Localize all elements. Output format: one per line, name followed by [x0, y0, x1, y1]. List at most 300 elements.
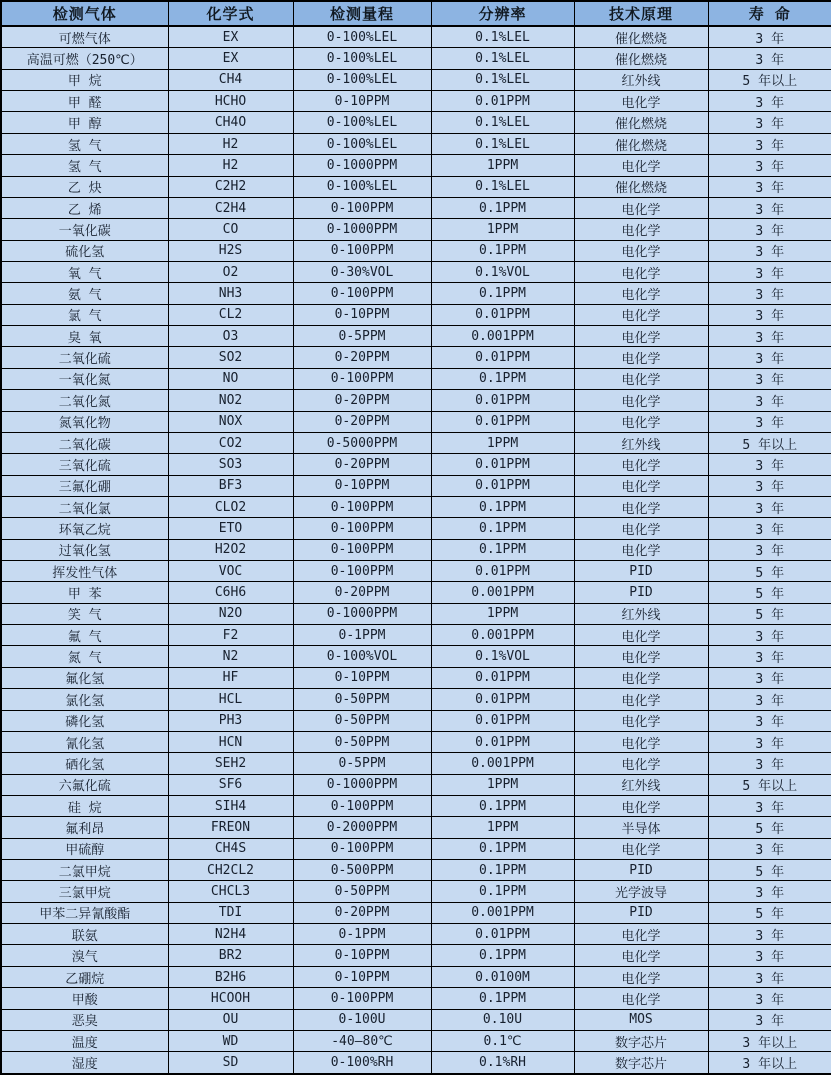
table-cell: 环氧乙烷	[1, 518, 168, 539]
table-row	[1, 561, 831, 582]
table-cell: 3 年	[708, 261, 831, 282]
table-cell: 二氯甲烷	[1, 860, 168, 881]
table-cell: 电化学	[574, 518, 708, 539]
table-row	[1, 283, 831, 304]
table-cell: 0.01PPM	[431, 924, 574, 945]
table-cell: HCL	[168, 689, 293, 710]
table-row	[1, 795, 831, 816]
table-cell: 0.01PPM	[431, 454, 574, 475]
table-cell: 电化学	[574, 91, 708, 112]
table-cell: SD	[168, 1052, 293, 1074]
table-cell: 0-100PPM	[293, 518, 431, 539]
table-cell: 3 年	[708, 219, 831, 240]
table-row	[1, 69, 831, 90]
table-cell: HCHO	[168, 91, 293, 112]
table-cell: PID	[574, 902, 708, 923]
table-cell: 0-20PPM	[293, 454, 431, 475]
table-cell: 过氧化氢	[1, 539, 168, 560]
table-cell: 硒化氢	[1, 753, 168, 774]
table-cell: 3 年	[708, 411, 831, 432]
table-cell: 3 年	[708, 539, 831, 560]
table-cell: 3 年	[708, 155, 831, 176]
table-cell: 臭 氧	[1, 326, 168, 347]
table-cell: 0-10PPM	[293, 667, 431, 688]
column-header: 技术原理	[574, 1, 708, 26]
column-header: 检测气体	[1, 1, 168, 26]
table-row	[1, 625, 831, 646]
table-cell: 0.1PPM	[431, 860, 574, 881]
table-cell: 电化学	[574, 390, 708, 411]
table-row	[1, 945, 831, 966]
table-cell: 0-1PPM	[293, 924, 431, 945]
table-cell: 0.01PPM	[431, 390, 574, 411]
table-cell: 0.01PPM	[431, 304, 574, 325]
table-cell: 3 年	[708, 26, 831, 48]
table-cell: 电化学	[574, 283, 708, 304]
table-cell: 0-20PPM	[293, 411, 431, 432]
table-cell: CO2	[168, 432, 293, 453]
table-cell: 0-5PPM	[293, 326, 431, 347]
table-cell: 3 年	[708, 390, 831, 411]
table-cell: EX	[168, 26, 293, 48]
table-cell: 0.01PPM	[431, 411, 574, 432]
table-cell: BR2	[168, 945, 293, 966]
table-cell: CH4S	[168, 838, 293, 859]
table-row	[1, 219, 831, 240]
table-cell: 0.01PPM	[431, 347, 574, 368]
table-cell: O3	[168, 326, 293, 347]
column-header: 化学式	[168, 1, 293, 26]
table-cell: 3 年以上	[708, 1030, 831, 1051]
table-cell: 二氧化氮	[1, 390, 168, 411]
table-cell: 电化学	[574, 240, 708, 261]
table-cell: 0.001PPM	[431, 902, 574, 923]
table-cell: NOX	[168, 411, 293, 432]
table-cell: 0-1PPM	[293, 625, 431, 646]
table-cell: 0.1PPM	[431, 240, 574, 261]
table-cell: 0-100%LEL	[293, 112, 431, 133]
table-cell: 乙 烯	[1, 197, 168, 218]
table-cell: 0-500PPM	[293, 860, 431, 881]
table-cell: 3 年	[708, 689, 831, 710]
table-cell: 电化学	[574, 475, 708, 496]
table-cell: 电化学	[574, 731, 708, 752]
table-cell: 3 年	[708, 48, 831, 69]
table-row	[1, 240, 831, 261]
table-cell: 红外线	[574, 432, 708, 453]
table-cell: 0-5PPM	[293, 753, 431, 774]
table-cell: 0.01PPM	[431, 710, 574, 731]
table-cell: 氮氧化物	[1, 411, 168, 432]
table-cell: 氨 气	[1, 283, 168, 304]
table-cell: 甲 醇	[1, 112, 168, 133]
table-row	[1, 774, 831, 795]
table-cell: 红外线	[574, 69, 708, 90]
table-cell: 3 年	[708, 1009, 831, 1030]
table-cell: 0.1PPM	[431, 368, 574, 389]
table-cell: NH3	[168, 283, 293, 304]
table-row	[1, 347, 831, 368]
table-cell: 3 年	[708, 496, 831, 517]
table-cell: 3 年	[708, 368, 831, 389]
table-cell: ETO	[168, 518, 293, 539]
table-cell: 氟化氢	[1, 667, 168, 688]
table-cell: N2O	[168, 603, 293, 624]
table-cell: 电化学	[574, 966, 708, 987]
table-cell: 电化学	[574, 155, 708, 176]
table-cell: SO3	[168, 454, 293, 475]
table-cell: 0-100PPM	[293, 539, 431, 560]
table-cell: 电化学	[574, 838, 708, 859]
table-cell: 可燃气体	[1, 26, 168, 48]
table-cell: 电化学	[574, 539, 708, 560]
table-cell: 0-100U	[293, 1009, 431, 1030]
table-cell: 半导体	[574, 817, 708, 838]
table-cell: 温度	[1, 1030, 168, 1051]
table-cell: 5 年以上	[708, 432, 831, 453]
table-cell: 湿度	[1, 1052, 168, 1074]
table-row	[1, 838, 831, 859]
table-cell: 3 年	[708, 667, 831, 688]
table-cell: 3 年	[708, 240, 831, 261]
table-cell: 3 年	[708, 753, 831, 774]
table-cell: 1PPM	[431, 219, 574, 240]
table-cell: 3 年	[708, 710, 831, 731]
table-cell: SEH2	[168, 753, 293, 774]
table-cell: 挥发性气体	[1, 561, 168, 582]
table-cell: 氮 气	[1, 646, 168, 667]
table-cell: 0-100PPM	[293, 795, 431, 816]
table-cell: 甲苯二异氰酸酯	[1, 902, 168, 923]
table-cell: 0-20PPM	[293, 347, 431, 368]
table-cell: CLO2	[168, 496, 293, 517]
table-cell: 3 年	[708, 176, 831, 197]
table-cell: 0.1PPM	[431, 496, 574, 517]
table-row	[1, 26, 831, 48]
table-cell: 氟利昂	[1, 817, 168, 838]
table-cell: 5 年	[708, 561, 831, 582]
table-cell: 电化学	[574, 197, 708, 218]
table-cell: 二氧化硫	[1, 347, 168, 368]
table-cell: 3 年	[708, 988, 831, 1009]
table-cell: 0.01PPM	[431, 91, 574, 112]
table-cell: 3 年	[708, 112, 831, 133]
table-cell: 0.1%VOL	[431, 646, 574, 667]
table-cell: 甲酸	[1, 988, 168, 1009]
table-cell: 0-100%LEL	[293, 26, 431, 48]
table-cell: 5 年	[708, 582, 831, 603]
table-cell: 0.1PPM	[431, 283, 574, 304]
table-cell: 0.1%RH	[431, 1052, 574, 1074]
table-cell: 0.001PPM	[431, 753, 574, 774]
table-cell: 0-50PPM	[293, 689, 431, 710]
table-cell: 1PPM	[431, 817, 574, 838]
table-cell: 0-5000PPM	[293, 432, 431, 453]
table-cell: 溴气	[1, 945, 168, 966]
table-cell: C6H6	[168, 582, 293, 603]
table-cell: 一氧化碳	[1, 219, 168, 240]
table-row	[1, 1009, 831, 1030]
table-cell: 催化燃烧	[574, 133, 708, 154]
table-cell: 0-20PPM	[293, 390, 431, 411]
table-row	[1, 710, 831, 731]
table-cell: 5 年	[708, 817, 831, 838]
table-cell: 5 年以上	[708, 774, 831, 795]
table-cell: 恶臭	[1, 1009, 168, 1030]
table-cell: 0.1%VOL	[431, 261, 574, 282]
table-row	[1, 304, 831, 325]
table-cell: N2	[168, 646, 293, 667]
table-cell: 3 年	[708, 304, 831, 325]
column-header: 寿 命	[708, 1, 831, 26]
column-header: 检测量程	[293, 1, 431, 26]
table-cell: O2	[168, 261, 293, 282]
table-cell: 电化学	[574, 646, 708, 667]
table-cell: 氢 气	[1, 133, 168, 154]
table-cell: 电化学	[574, 261, 708, 282]
table-cell: 3 年	[708, 881, 831, 902]
table-cell: 0-10PPM	[293, 966, 431, 987]
table-row	[1, 133, 831, 154]
table-cell: NO2	[168, 390, 293, 411]
table-cell: 5 年	[708, 603, 831, 624]
table-cell: 电化学	[574, 667, 708, 688]
table-row	[1, 91, 831, 112]
table-cell: CO	[168, 219, 293, 240]
table-cell: 0.1PPM	[431, 518, 574, 539]
table-cell: 催化燃烧	[574, 176, 708, 197]
table-cell: SO2	[168, 347, 293, 368]
table-cell: 1PPM	[431, 155, 574, 176]
table-row	[1, 881, 831, 902]
table-cell: 0.1PPM	[431, 988, 574, 1009]
table-cell: 0.01PPM	[431, 561, 574, 582]
table-cell: 电化学	[574, 496, 708, 517]
table-cell: 0.01PPM	[431, 667, 574, 688]
table-row	[1, 176, 831, 197]
table-row	[1, 368, 831, 389]
table-cell: 二氧化碳	[1, 432, 168, 453]
table-row	[1, 539, 831, 560]
table-cell: 氟 气	[1, 625, 168, 646]
table-cell: 0-20PPM	[293, 582, 431, 603]
table-cell: CH4	[168, 69, 293, 90]
table-cell: 0-50PPM	[293, 710, 431, 731]
table-cell: 0-20PPM	[293, 902, 431, 923]
table-cell: 氢 气	[1, 155, 168, 176]
table-cell: 0.10U	[431, 1009, 574, 1030]
table-cell: 0.01PPM	[431, 731, 574, 752]
table-cell: 甲 烷	[1, 69, 168, 90]
table-cell: 电化学	[574, 454, 708, 475]
table-cell: 三氯甲烷	[1, 881, 168, 902]
table-cell: 0-100%RH	[293, 1052, 431, 1074]
table-cell: B2H6	[168, 966, 293, 987]
table-cell: 电化学	[574, 795, 708, 816]
table-cell: 0.001PPM	[431, 326, 574, 347]
table-cell: 0.01PPM	[431, 689, 574, 710]
table-cell: 3 年	[708, 966, 831, 987]
table-row	[1, 48, 831, 69]
table-cell: BF3	[168, 475, 293, 496]
table-cell: 磷化氢	[1, 710, 168, 731]
table-row	[1, 860, 831, 881]
table-cell: PID	[574, 860, 708, 881]
table-cell: 乙 炔	[1, 176, 168, 197]
table-cell: 3 年	[708, 197, 831, 218]
table-cell: HCN	[168, 731, 293, 752]
table-cell: 三氟化硼	[1, 475, 168, 496]
table-cell: 0-10PPM	[293, 91, 431, 112]
table-cell: 硅 烷	[1, 795, 168, 816]
table-cell: 一氧化氮	[1, 368, 168, 389]
table-cell: 0-1000PPM	[293, 219, 431, 240]
table-row	[1, 966, 831, 987]
table-row	[1, 197, 831, 218]
table-cell: MOS	[574, 1009, 708, 1030]
table-cell: 0-100PPM	[293, 561, 431, 582]
table-cell: 电化学	[574, 945, 708, 966]
table-cell: 3 年	[708, 731, 831, 752]
table-row	[1, 988, 831, 1009]
table-cell: N2H4	[168, 924, 293, 945]
table-cell: 氧 气	[1, 261, 168, 282]
table-cell: PID	[574, 561, 708, 582]
table-cell: 0-100PPM	[293, 838, 431, 859]
table-cell: 3 年	[708, 283, 831, 304]
table-cell: 0.1PPM	[431, 197, 574, 218]
table-cell: 3 年	[708, 326, 831, 347]
table-cell: HCOOH	[168, 988, 293, 1009]
column-header: 分辨率	[431, 1, 574, 26]
table-cell: 电化学	[574, 753, 708, 774]
table-cell: 0-1000PPM	[293, 603, 431, 624]
table-cell: 0.1PPM	[431, 838, 574, 859]
table-cell: 0-2000PPM	[293, 817, 431, 838]
table-cell: 0-100%LEL	[293, 133, 431, 154]
table-cell: 红外线	[574, 603, 708, 624]
table-cell: FREON	[168, 817, 293, 838]
table-cell: 0.001PPM	[431, 625, 574, 646]
table-cell: 0-100%VOL	[293, 646, 431, 667]
table-row	[1, 924, 831, 945]
table-cell: 甲硫醇	[1, 838, 168, 859]
table-cell: F2	[168, 625, 293, 646]
table-cell: 0-1000PPM	[293, 155, 431, 176]
table-cell: 电化学	[574, 988, 708, 1009]
table-cell: 二氧化氯	[1, 496, 168, 517]
table-cell: 0-50PPM	[293, 731, 431, 752]
table-cell: TDI	[168, 902, 293, 923]
table-cell: 0-100%LEL	[293, 69, 431, 90]
table-cell: CH4O	[168, 112, 293, 133]
table-row	[1, 731, 831, 752]
table-row	[1, 689, 831, 710]
table-cell: 光学波导	[574, 881, 708, 902]
table-cell: 0-100PPM	[293, 496, 431, 517]
table-cell: 电化学	[574, 219, 708, 240]
table-cell: C2H4	[168, 197, 293, 218]
table-cell: 0-30%VOL	[293, 261, 431, 282]
table-cell: 1PPM	[431, 603, 574, 624]
table-cell: 电化学	[574, 689, 708, 710]
table-cell: SIH4	[168, 795, 293, 816]
table-cell: 3 年	[708, 838, 831, 859]
table-cell: 0-10PPM	[293, 304, 431, 325]
table-cell: 乙硼烷	[1, 966, 168, 987]
table-cell: 0-50PPM	[293, 881, 431, 902]
table-row	[1, 496, 831, 517]
table-cell: 0-100%LEL	[293, 176, 431, 197]
table-cell: 催化燃烧	[574, 112, 708, 133]
table-cell: 3 年	[708, 646, 831, 667]
table-cell: 联氨	[1, 924, 168, 945]
table-row	[1, 582, 831, 603]
table-cell: 3 年	[708, 945, 831, 966]
table-row	[1, 261, 831, 282]
table-cell: 甲 苯	[1, 582, 168, 603]
table-row	[1, 112, 831, 133]
table-cell: 0-10PPM	[293, 945, 431, 966]
table-cell: C2H2	[168, 176, 293, 197]
table-cell: 3 年	[708, 347, 831, 368]
table-cell: 0-100PPM	[293, 283, 431, 304]
table-cell: 甲 醛	[1, 91, 168, 112]
table-cell: WD	[168, 1030, 293, 1051]
table-cell: 3 年	[708, 924, 831, 945]
table-cell: 0.1%LEL	[431, 69, 574, 90]
table-cell: H2O2	[168, 539, 293, 560]
table-cell: 3 年	[708, 475, 831, 496]
table-cell: 0-100PPM	[293, 197, 431, 218]
table-row	[1, 390, 831, 411]
table-cell: 0.1%LEL	[431, 48, 574, 69]
table-cell: H2	[168, 133, 293, 154]
table-row	[1, 454, 831, 475]
table-cell: 0.1%LEL	[431, 26, 574, 48]
table-cell: 0.01PPM	[431, 475, 574, 496]
table-cell: PID	[574, 582, 708, 603]
table-cell: 0-100%LEL	[293, 48, 431, 69]
table-cell: 1PPM	[431, 432, 574, 453]
table-row	[1, 475, 831, 496]
table-cell: 0-100PPM	[293, 368, 431, 389]
table-cell: 0.1%LEL	[431, 176, 574, 197]
table-cell: 硫化氢	[1, 240, 168, 261]
table-row	[1, 1030, 831, 1051]
table-cell: 催化燃烧	[574, 48, 708, 69]
table-cell: 0.1%LEL	[431, 133, 574, 154]
table-cell: H2S	[168, 240, 293, 261]
table-cell: OU	[168, 1009, 293, 1030]
table-cell: CHCL3	[168, 881, 293, 902]
table-cell: 催化燃烧	[574, 26, 708, 48]
table-cell: 3 年	[708, 795, 831, 816]
table-cell: 0-100PPM	[293, 988, 431, 1009]
table-cell: 0.1PPM	[431, 881, 574, 902]
table-cell: 六氟化硫	[1, 774, 168, 795]
table-cell: 0.1PPM	[431, 945, 574, 966]
table-cell: 0.001PPM	[431, 582, 574, 603]
table-row	[1, 817, 831, 838]
table-cell: 数字芯片	[574, 1030, 708, 1051]
table-row	[1, 603, 831, 624]
table-cell: HF	[168, 667, 293, 688]
table-cell: 电化学	[574, 710, 708, 731]
table-cell: NO	[168, 368, 293, 389]
table-row	[1, 753, 831, 774]
table-cell: 1PPM	[431, 774, 574, 795]
